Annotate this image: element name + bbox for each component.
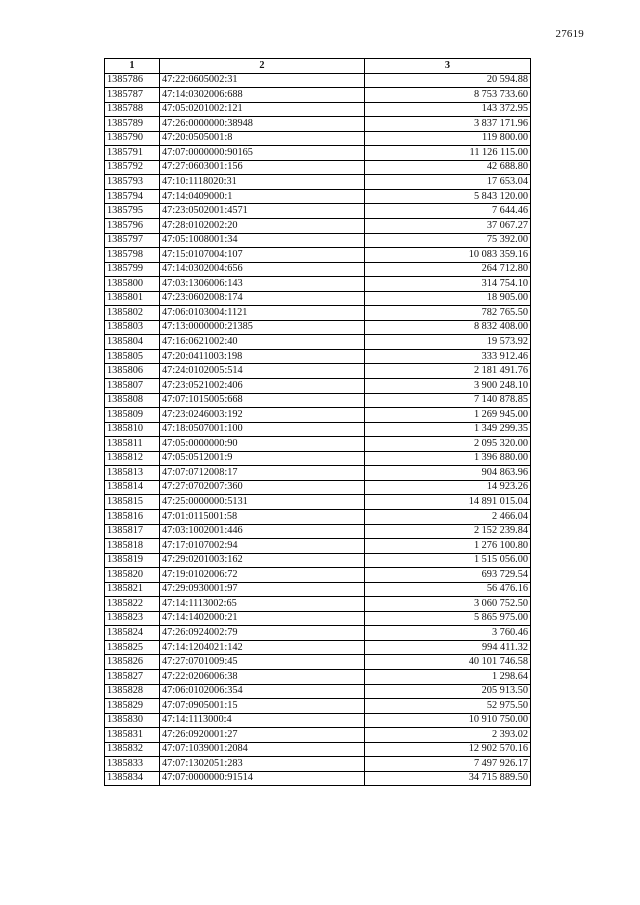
value-cell: 2 181 491.76 <box>365 364 531 379</box>
value-cell: 7 497 926.17 <box>365 757 531 772</box>
cadastral-number-cell: 47:05:0201002:121 <box>160 102 365 117</box>
value-cell: 1 298.64 <box>365 669 531 684</box>
row-id-cell: 1385794 <box>105 189 160 204</box>
row-id-cell: 1385800 <box>105 277 160 292</box>
row-id-cell: 1385798 <box>105 248 160 263</box>
value-cell: 42 688.80 <box>365 160 531 175</box>
cadastral-number-cell: 47:27:0702007:360 <box>160 480 365 495</box>
cadastral-number-cell: 47:07:0905001:15 <box>160 699 365 714</box>
row-id-cell: 1385801 <box>105 291 160 306</box>
value-cell: 1 349 299.35 <box>365 422 531 437</box>
row-id-cell: 1385808 <box>105 393 160 408</box>
cadastral-number-cell: 47:23:0602008:174 <box>160 291 365 306</box>
row-id-cell: 1385792 <box>105 160 160 175</box>
row-id-cell: 1385787 <box>105 88 160 103</box>
value-cell: 904 863.96 <box>365 466 531 481</box>
value-cell: 143 372.95 <box>365 102 531 117</box>
cadastral-number-cell: 47:23:0502001:4571 <box>160 204 365 219</box>
cadastral-number-cell: 47:05:1008001:34 <box>160 233 365 248</box>
value-cell: 2 095 320.00 <box>365 437 531 452</box>
row-id-cell: 1385797 <box>105 233 160 248</box>
row-id-cell: 1385806 <box>105 364 160 379</box>
cadastral-number-cell: 47:26:0924002:79 <box>160 626 365 641</box>
cadastral-number-cell: 47:23:0521002:406 <box>160 379 365 394</box>
column-header-2: 2 <box>160 59 365 74</box>
table-body <box>105 73 531 786</box>
row-id-cell: 1385809 <box>105 408 160 423</box>
cadastral-number-cell: 47:03:1002001:446 <box>160 524 365 539</box>
table-row <box>105 495 531 510</box>
table-row <box>105 219 531 234</box>
cadastral-number-cell: 47:28:0102002:20 <box>160 219 365 234</box>
table-row <box>105 160 531 175</box>
value-cell: 782 765.50 <box>365 306 531 321</box>
cadastral-number-cell: 47:03:1306006:143 <box>160 277 365 292</box>
table-row <box>105 88 531 103</box>
row-id-cell: 1385795 <box>105 204 160 219</box>
cadastral-number-cell: 47:18:0507001:100 <box>160 422 365 437</box>
value-cell: 1 396 880.00 <box>365 451 531 466</box>
table-row <box>105 291 531 306</box>
cadastral-number-cell: 47:29:0201003:162 <box>160 553 365 568</box>
cadastral-number-cell: 47:27:0701009:45 <box>160 655 365 670</box>
table-row <box>105 189 531 204</box>
cadastral-number-cell: 47:25:0000000:5131 <box>160 495 365 510</box>
table-row <box>105 466 531 481</box>
row-id-cell: 1385813 <box>105 466 160 481</box>
cadastral-number-cell: 47:07:1039001:2084 <box>160 742 365 757</box>
cadastral-number-cell: 47:22:0605002:31 <box>160 73 365 88</box>
row-id-cell: 1385811 <box>105 437 160 452</box>
column-header-1: 1 <box>105 59 160 74</box>
row-id-cell: 1385830 <box>105 713 160 728</box>
table-row <box>105 640 531 655</box>
value-cell: 119 800.00 <box>365 131 531 146</box>
cadastral-number-cell: 47:01:0115001:58 <box>160 509 365 524</box>
value-cell: 1 276 100.80 <box>365 539 531 554</box>
table-row <box>105 742 531 757</box>
row-id-cell: 1385816 <box>105 509 160 524</box>
page-number: 27619 <box>555 28 584 40</box>
table-row <box>105 597 531 612</box>
table-row <box>105 451 531 466</box>
table-row <box>105 422 531 437</box>
cadastral-number-cell: 47:24:0102005:514 <box>160 364 365 379</box>
table-row <box>105 379 531 394</box>
row-id-cell: 1385793 <box>105 175 160 190</box>
value-cell: 7 644.46 <box>365 204 531 219</box>
table-row <box>105 626 531 641</box>
cadastral-number-cell: 47:15:0107004:107 <box>160 248 365 263</box>
cadastral-number-cell: 47:06:0102006:354 <box>160 684 365 699</box>
row-id-cell: 1385826 <box>105 655 160 670</box>
cadastral-number-cell: 47:13:0000000:21385 <box>160 320 365 335</box>
column-header-3: 3 <box>365 59 531 74</box>
table-row <box>105 509 531 524</box>
table-row <box>105 117 531 132</box>
table-row <box>105 655 531 670</box>
row-id-cell: 1385804 <box>105 335 160 350</box>
cadastral-number-cell: 47:07:0712008:17 <box>160 466 365 481</box>
value-cell: 994 411.32 <box>365 640 531 655</box>
row-id-cell: 1385814 <box>105 480 160 495</box>
value-cell: 333 912.46 <box>365 349 531 364</box>
cadastral-number-cell: 47:07:1302051:283 <box>160 757 365 772</box>
table-row <box>105 757 531 772</box>
cadastral-number-cell: 47:14:0409000:1 <box>160 189 365 204</box>
value-cell: 5 865 975.00 <box>365 611 531 626</box>
cadastral-number-cell: 47:26:0920001:27 <box>160 728 365 743</box>
table-row <box>105 262 531 277</box>
cadastral-number-cell: 47:27:0603001:156 <box>160 160 365 175</box>
value-cell: 18 905.00 <box>365 291 531 306</box>
row-id-cell: 1385788 <box>105 102 160 117</box>
row-id-cell: 1385834 <box>105 771 160 786</box>
table-row <box>105 320 531 335</box>
table-row <box>105 669 531 684</box>
value-cell: 14 891 015.04 <box>365 495 531 510</box>
table-row <box>105 553 531 568</box>
table-row <box>105 611 531 626</box>
table-header-row <box>105 59 531 74</box>
value-cell: 17 653.04 <box>365 175 531 190</box>
cadastral-number-cell: 47:23:0246003:192 <box>160 408 365 423</box>
table-row <box>105 771 531 786</box>
value-cell: 75 392.00 <box>365 233 531 248</box>
cadastral-number-cell: 47:29:0930001:97 <box>160 582 365 597</box>
value-cell: 2 466.04 <box>365 509 531 524</box>
row-id-cell: 1385812 <box>105 451 160 466</box>
table-row <box>105 248 531 263</box>
value-cell: 3 837 171.96 <box>365 117 531 132</box>
row-id-cell: 1385817 <box>105 524 160 539</box>
row-id-cell: 1385796 <box>105 219 160 234</box>
value-cell: 34 715 889.50 <box>365 771 531 786</box>
cadastral-number-cell: 47:05:0512001:9 <box>160 451 365 466</box>
value-cell: 3 900 248.10 <box>365 379 531 394</box>
value-cell: 2 152 239.84 <box>365 524 531 539</box>
cadastral-number-cell: 47:16:0621002:40 <box>160 335 365 350</box>
cadastral-number-cell: 47:14:1113002:65 <box>160 597 365 612</box>
row-id-cell: 1385832 <box>105 742 160 757</box>
table-row <box>105 684 531 699</box>
row-id-cell: 1385810 <box>105 422 160 437</box>
row-id-cell: 1385824 <box>105 626 160 641</box>
row-id-cell: 1385789 <box>105 117 160 132</box>
cadastral-number-cell: 47:06:0103004:1121 <box>160 306 365 321</box>
row-id-cell: 1385833 <box>105 757 160 772</box>
row-id-cell: 1385819 <box>105 553 160 568</box>
cadastral-number-cell: 47:07:0000000:90165 <box>160 146 365 161</box>
row-id-cell: 1385802 <box>105 306 160 321</box>
table-row <box>105 713 531 728</box>
table-row <box>105 437 531 452</box>
table-row <box>105 582 531 597</box>
cadastral-number-cell: 47:20:0505001:8 <box>160 131 365 146</box>
table-row <box>105 524 531 539</box>
row-id-cell: 1385803 <box>105 320 160 335</box>
table-row <box>105 306 531 321</box>
value-cell: 14 923.26 <box>365 480 531 495</box>
table-row <box>105 349 531 364</box>
row-id-cell: 1385791 <box>105 146 160 161</box>
table-row <box>105 364 531 379</box>
cadastral-number-cell: 47:14:1204021:142 <box>160 640 365 655</box>
table-row <box>105 480 531 495</box>
cadastral-number-cell: 47:14:1402000:21 <box>160 611 365 626</box>
cadastral-number-cell: 47:10:1118020:31 <box>160 175 365 190</box>
table-row <box>105 204 531 219</box>
value-cell: 52 975.50 <box>365 699 531 714</box>
table-row <box>105 408 531 423</box>
cadastral-number-cell: 47:05:0000000:90 <box>160 437 365 452</box>
row-id-cell: 1385815 <box>105 495 160 510</box>
row-id-cell: 1385807 <box>105 379 160 394</box>
value-cell: 10 083 359.16 <box>365 248 531 263</box>
value-cell: 20 594.88 <box>365 73 531 88</box>
row-id-cell: 1385799 <box>105 262 160 277</box>
table-row <box>105 699 531 714</box>
value-cell: 5 843 120.00 <box>365 189 531 204</box>
value-cell: 205 913.50 <box>365 684 531 699</box>
cadastral-number-cell: 47:14:0302004:656 <box>160 262 365 277</box>
value-cell: 1 515 056.00 <box>365 553 531 568</box>
row-id-cell: 1385805 <box>105 349 160 364</box>
cadastral-number-cell: 47:07:1015005:668 <box>160 393 365 408</box>
cadastral-number-cell: 47:07:0000000:91514 <box>160 771 365 786</box>
value-cell: 40 101 746.58 <box>365 655 531 670</box>
value-cell: 11 126 115.00 <box>365 146 531 161</box>
row-id-cell: 1385828 <box>105 684 160 699</box>
value-cell: 56 476.16 <box>365 582 531 597</box>
value-cell: 8 832 408.00 <box>365 320 531 335</box>
value-cell: 314 754.10 <box>365 277 531 292</box>
value-cell: 3 060 752.50 <box>365 597 531 612</box>
value-cell: 8 753 733.60 <box>365 88 531 103</box>
row-id-cell: 1385822 <box>105 597 160 612</box>
value-cell: 12 902 570.16 <box>365 742 531 757</box>
row-id-cell: 1385825 <box>105 640 160 655</box>
table-row <box>105 539 531 554</box>
cadastral-number-cell: 47:17:0107002:94 <box>160 539 365 554</box>
value-cell: 7 140 878.85 <box>365 393 531 408</box>
row-id-cell: 1385831 <box>105 728 160 743</box>
cadastral-number-cell: 47:14:1113000:4 <box>160 713 365 728</box>
table-row <box>105 277 531 292</box>
cadastral-number-cell: 47:26:0000000:38948 <box>160 117 365 132</box>
table-row <box>105 568 531 583</box>
table-row <box>105 73 531 88</box>
value-cell: 693 729.54 <box>365 568 531 583</box>
cadastral-number-cell: 47:20:0411003:198 <box>160 349 365 364</box>
table-row <box>105 131 531 146</box>
value-cell: 3 760.46 <box>365 626 531 641</box>
table-row <box>105 102 531 117</box>
table-row <box>105 728 531 743</box>
row-id-cell: 1385818 <box>105 539 160 554</box>
cadastral-number-cell: 47:19:0102006:72 <box>160 568 365 583</box>
value-cell: 19 573.92 <box>365 335 531 350</box>
table-row <box>105 146 531 161</box>
row-id-cell: 1385790 <box>105 131 160 146</box>
row-id-cell: 1385821 <box>105 582 160 597</box>
table-row <box>105 335 531 350</box>
row-id-cell: 1385829 <box>105 699 160 714</box>
data-table <box>104 58 531 786</box>
row-id-cell: 1385823 <box>105 611 160 626</box>
table-row <box>105 175 531 190</box>
row-id-cell: 1385786 <box>105 73 160 88</box>
row-id-cell: 1385827 <box>105 669 160 684</box>
row-id-cell: 1385820 <box>105 568 160 583</box>
cadastral-number-cell: 47:22:0206006:38 <box>160 669 365 684</box>
value-cell: 2 393.02 <box>365 728 531 743</box>
value-cell: 10 910 750.00 <box>365 713 531 728</box>
value-cell: 37 067.27 <box>365 219 531 234</box>
cadastral-number-cell: 47:14:0302006:688 <box>160 88 365 103</box>
table-row <box>105 233 531 248</box>
value-cell: 264 712.80 <box>365 262 531 277</box>
table-row <box>105 393 531 408</box>
value-cell: 1 269 945.00 <box>365 408 531 423</box>
